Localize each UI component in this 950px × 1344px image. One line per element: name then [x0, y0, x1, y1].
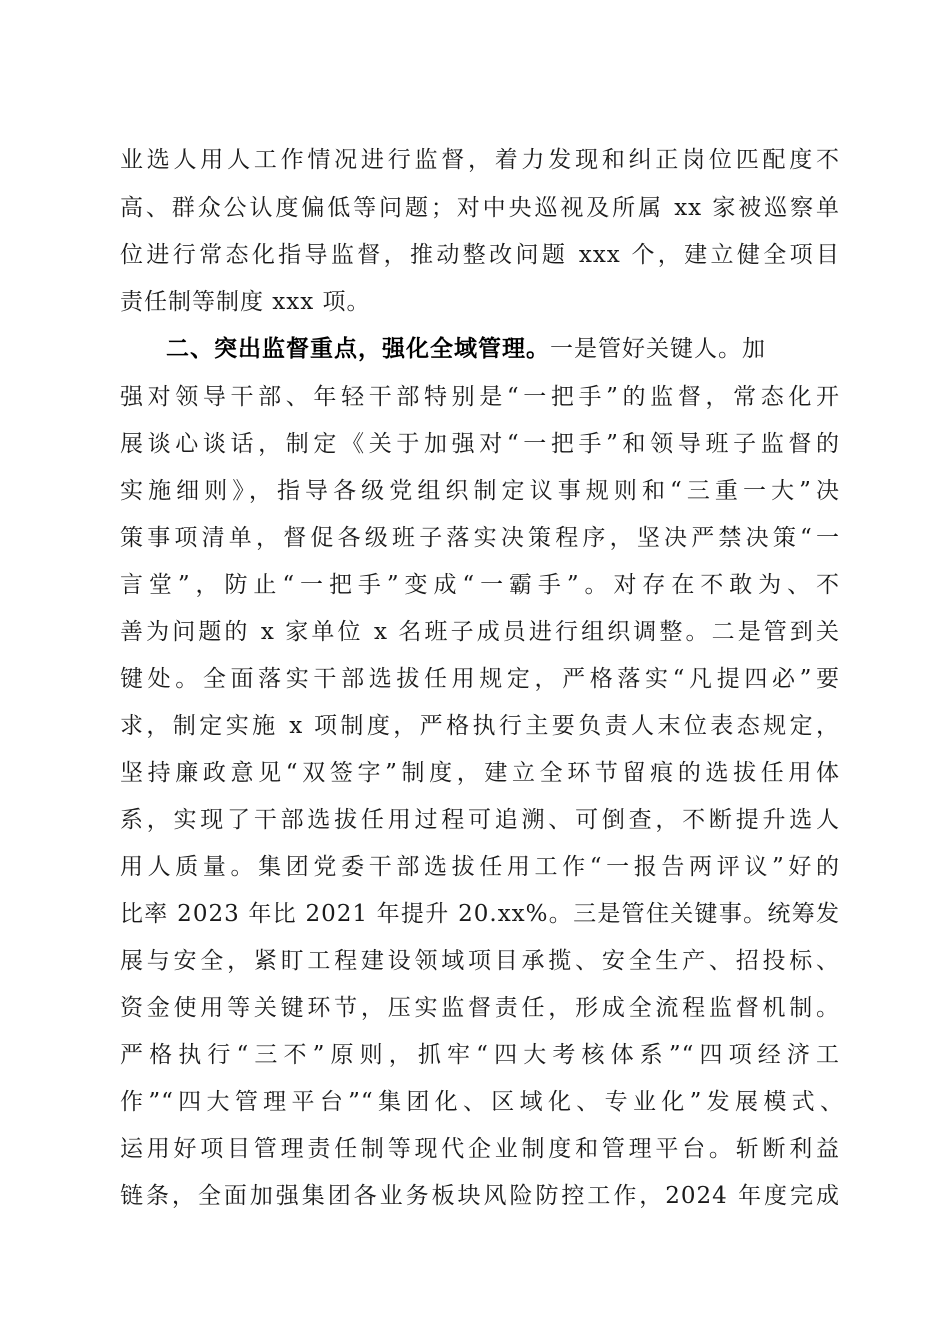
paragraph-line: 系，实现了干部选拔任用过程可追溯、可倒查，不断提升选人 — [120, 807, 840, 833]
paragraph-line: 键处。全面落实干部选拔任用规定，严格落实“凡提四必”要 — [120, 666, 840, 692]
paragraph-line: 作”“四大管理平台”“集团化、区域化、专业化”发展模式、 — [120, 1089, 844, 1115]
paragraph-line: 求，制定实施 x 项制度，严格执行主要负责人末位表态规定， — [120, 713, 840, 739]
paragraph-line: 业选人用人工作情况进行监督，着力发现和纠正岗位匹配度不 — [120, 147, 840, 173]
paragraph-line: 展与安全，紧盯工程建设领域项目承揽、安全生产、招投标、 — [120, 948, 840, 974]
paragraph-line: 坚持廉政意见“双签字”制度，建立全环节留痕的选拔任用体 — [120, 760, 840, 786]
paragraph-line: 运用好项目管理责任制等现代企业制度和管理平台。斩断利益 — [120, 1136, 840, 1162]
paragraph-line: 言堂”，防止“一把手”变成“一霸手”。对存在不敢为、不 — [120, 572, 840, 598]
paragraph-line: 资金使用等关键环节，压实监督责任，形成全流程监督机制。 — [120, 995, 840, 1021]
paragraph-line: 实施细则》，指导各级党组织制定议事规则和“三重一大”决 — [120, 478, 840, 504]
paragraph-line: 严格执行“三不”原则，抓牢“四大考核体系”“四项经济工 — [120, 1042, 840, 1068]
paragraph-line: 链条，全面加强集团各业务板块风险防控工作，2024 年度完成 — [120, 1183, 840, 1209]
paragraph-line: 高、群众公认度偏低等问题；对中央巡视及所属 xx 家被巡察单 — [120, 195, 840, 221]
section-heading: 二、突出监督重点，强化全域管理。 — [166, 336, 550, 362]
paragraph-line: 用人质量。集团党委干部选拔任用工作“一报告两评议”好的 — [120, 854, 840, 880]
paragraph-line: 比率 2023 年比 2021 年提升 20.xx%。三是管住关键事。统筹发 — [120, 901, 840, 927]
paragraph-line: 强对领导干部、年轻干部特别是“一把手”的监督，常态化开 — [120, 384, 840, 410]
section-heading-rest: 一是管好关键人。加 — [550, 336, 766, 362]
paragraph-line: 策事项清单，督促各级班子落实决策程序，坚决严禁决策“一 — [120, 525, 840, 551]
paragraph-line: 展谈心谈话，制定《关于加强对“一把手”和领导班子监督的 — [120, 431, 840, 457]
paragraph-line: 责任制等制度 xxx 项。 — [120, 289, 371, 315]
paragraph-line: 位进行常态化指导监督，推动整改问题 xxx 个，建立健全项目 — [120, 242, 840, 268]
section-heading-line — [166, 334, 840, 364]
paragraph-line: 善为问题的 x 家单位 x 名班子成员进行组织调整。二是管到关 — [120, 619, 840, 645]
